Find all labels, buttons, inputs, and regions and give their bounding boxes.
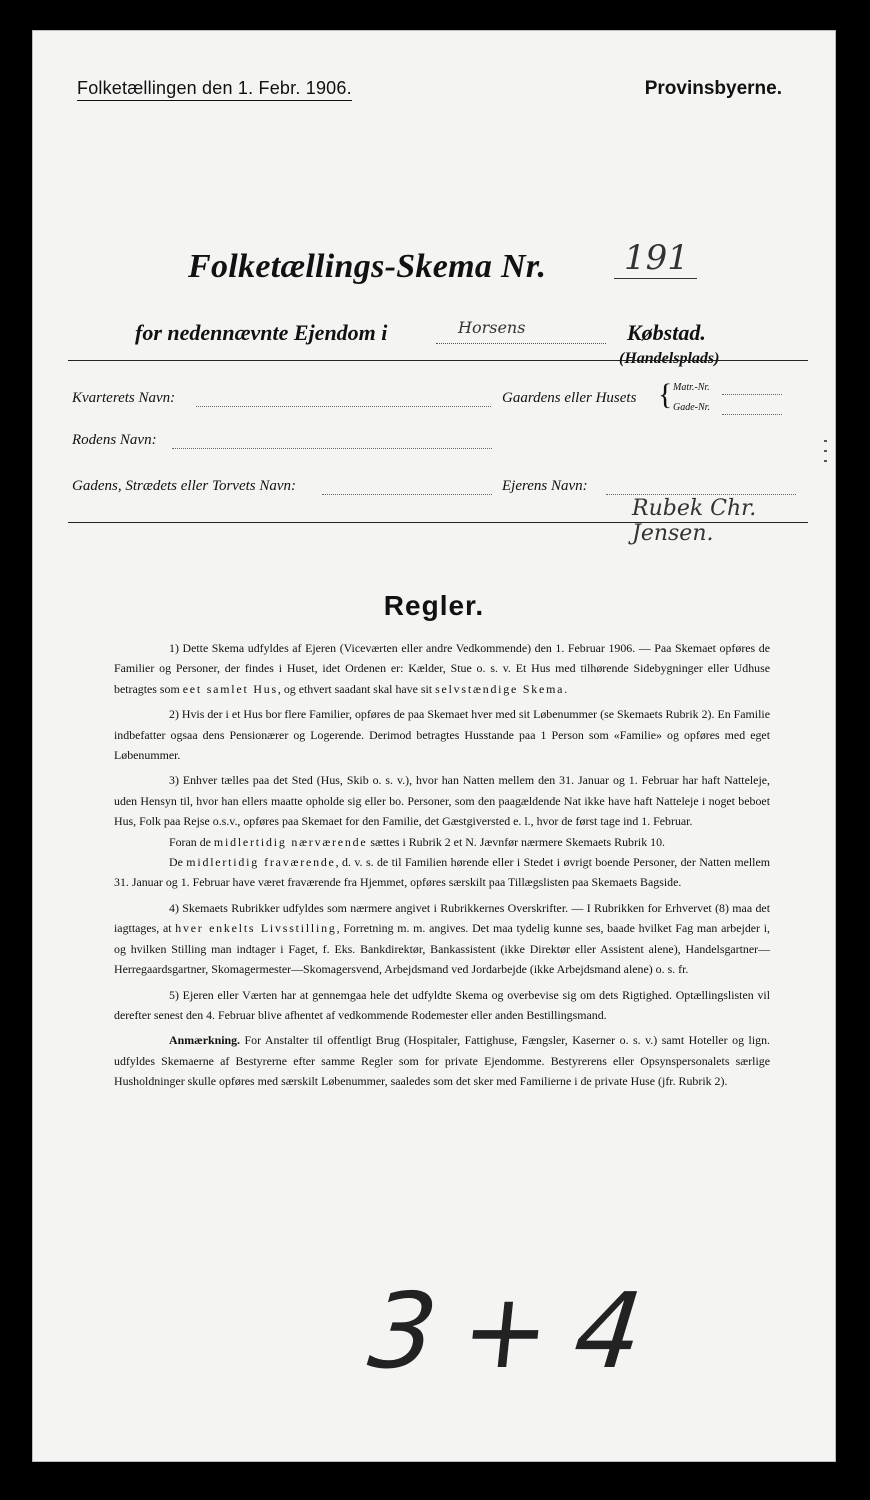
kobstad-label: Købstad. <box>627 320 706 345</box>
gade-nr-field <box>722 414 782 415</box>
kvarter-label: Kvarterets Navn: <box>72 390 176 406</box>
ejer-field <box>606 494 796 495</box>
matr-field <box>722 394 782 395</box>
property-line-prefix: for nedennævnte Ejendom i <box>135 320 388 345</box>
divider-bottom <box>68 522 808 523</box>
gaard-label: Gaardens eller Husets <box>502 390 637 406</box>
census-date-header: Folketællingen den 1. Febr. 1906. <box>77 78 352 101</box>
brace-glyph: { <box>658 378 673 411</box>
rule-1: 1) Dette Skema udfyldes af Ejeren (Viceværten eller andre Vedkommende) den 1. Februar 1906. — Paa Skemaet opføres de Familier og Personer, der findes i Huset, idet Ordenen er: Kælder, Stue o. s. v. Et Hus med tilhørende Sidebygninger eller Udhuse betragtes som eet samlet Hus, og ethvert saadant skal have sit selvstændige Skema. <box>114 641 770 696</box>
edge-marks <box>824 432 830 492</box>
region-header: Provinsbyerne. <box>644 78 782 99</box>
form-title: Folketællings-Skema Nr. <box>188 248 547 285</box>
rule-4: 4) Skemaets Rubrikker udfyldes som nærmere angivet i Rubrikkernes Overskrifter. — I Rubrikken for Erhvervet (8) maa det iagttages, at hver enkelts Livsstilling, Forretning m. m. angives. Det maa tydelig kunne ses, baade hvilket Fag man arbejder i, og hvilken Stilling man indtager i Faget, f. Eks. Bankdirektør, Bankassistent (ikke Direktør eller Assistent alene), Handelsgartner—Herregaardsgartner, Skomagermester—Skomagersvend, Arbejdsmand ved Jordarbejde (ikke Arbejdsmand alene) o. s. fr. <box>114 900 770 977</box>
remark: Anmærkning. For Anstalter til offentligt Brug (Hospitaler, Fattighuse, Fængsler, Kaserner o. s. v.) samt Hoteller og lign. udfyldes Skemaerne af Bestyrerne efter samme Regler som for private Ejendomme. Bestyrerens eller Opsynspersonalets særlige Husholdninger skulle opføres med særskilt Løbenummer, saaledes som det sker med Familierne i de private Huse (jfr. Rubrik 2). <box>114 1033 770 1089</box>
matr-label: Matr.-Nr. <box>673 382 710 393</box>
rode-label: Rodens Navn: <box>72 432 157 448</box>
kvarter-field <box>196 406 491 407</box>
rule-3: 3) Enhver tælles paa det Sted (Hus, Skib o. s. v.), hvor han Natten mellem den 31. Januar og 1. Februar har haft Natteleje, uden Hensyn til, hvor han ellers maatte opholde sig eller bo. Personer, som den paagældende Nat ikke have haft Natteleje i noget beboet Hus, Folk paa Rejse o.s.v., opføres paa Skemaet for den Familie, det Gæstgiversted e. l., hvor de først tage ind 1. Februar. <box>114 773 770 829</box>
gade-nr-label: Gade-Nr. <box>673 402 710 413</box>
remark-label: Anmærkning. <box>169 1033 241 1048</box>
town-field-line <box>436 343 606 344</box>
rule-3-present: Foran de midlertidig nærværende sættes i Rubrik 2 et N. Jævnfør nærmere Skemaets Rubrik 10. <box>169 834 666 849</box>
rule-3-absent: De midlertidig fraværende, d. v. s. de til Familien hørende eller i Stedet i øvrigt boende Personer, der Natten mellem 31. Januar og 1. Februar have været fraværende fra Hjemmet, opføres særskilt paa Tillægslisten paa Skemaets Bagside. <box>114 855 770 890</box>
divider-top <box>68 360 808 361</box>
rule-5: 5) Ejeren eller Værten har at gennemgaa hele det udfyldte Skema og overbevise sig om dets Rigtighed. Optællingslisten vil derefter senest den 4. Februar blive afhentet af vedkommende Rodemester eller anden Bestillingsmand. <box>114 987 770 1022</box>
gade-navn-label: Gadens, Strædets eller Torvets Navn: <box>72 478 297 494</box>
owner-handwritten: Rubek Chr. Jensen. <box>632 496 757 546</box>
form-number-handwritten: 191 <box>614 238 697 279</box>
gade-navn-field <box>322 494 492 495</box>
rules-heading: Regler. <box>383 590 485 621</box>
rule-2: 2) Hvis der i et Hus bor flere Familier, opføres de paa Skemaet hver med sit Løbenummer (se Skemaets Rubrik 2). En Familie indbefatter ogsaa dens Pensionærer og Logerende. Derimod betragtes Husstande paa 1 Person som «Familie» og opføres med eget Løbenummer. <box>114 707 770 763</box>
rules-body <box>114 638 770 1097</box>
census-form-page <box>32 30 836 1462</box>
town-handwritten: Horsens <box>458 318 526 337</box>
bottom-handwritten-note: 3+4 <box>363 1270 674 1392</box>
rode-field <box>172 448 492 449</box>
handelsplads-label: (Handelsplads) <box>619 350 720 367</box>
ejer-label: Ejerens Navn: <box>502 478 588 494</box>
